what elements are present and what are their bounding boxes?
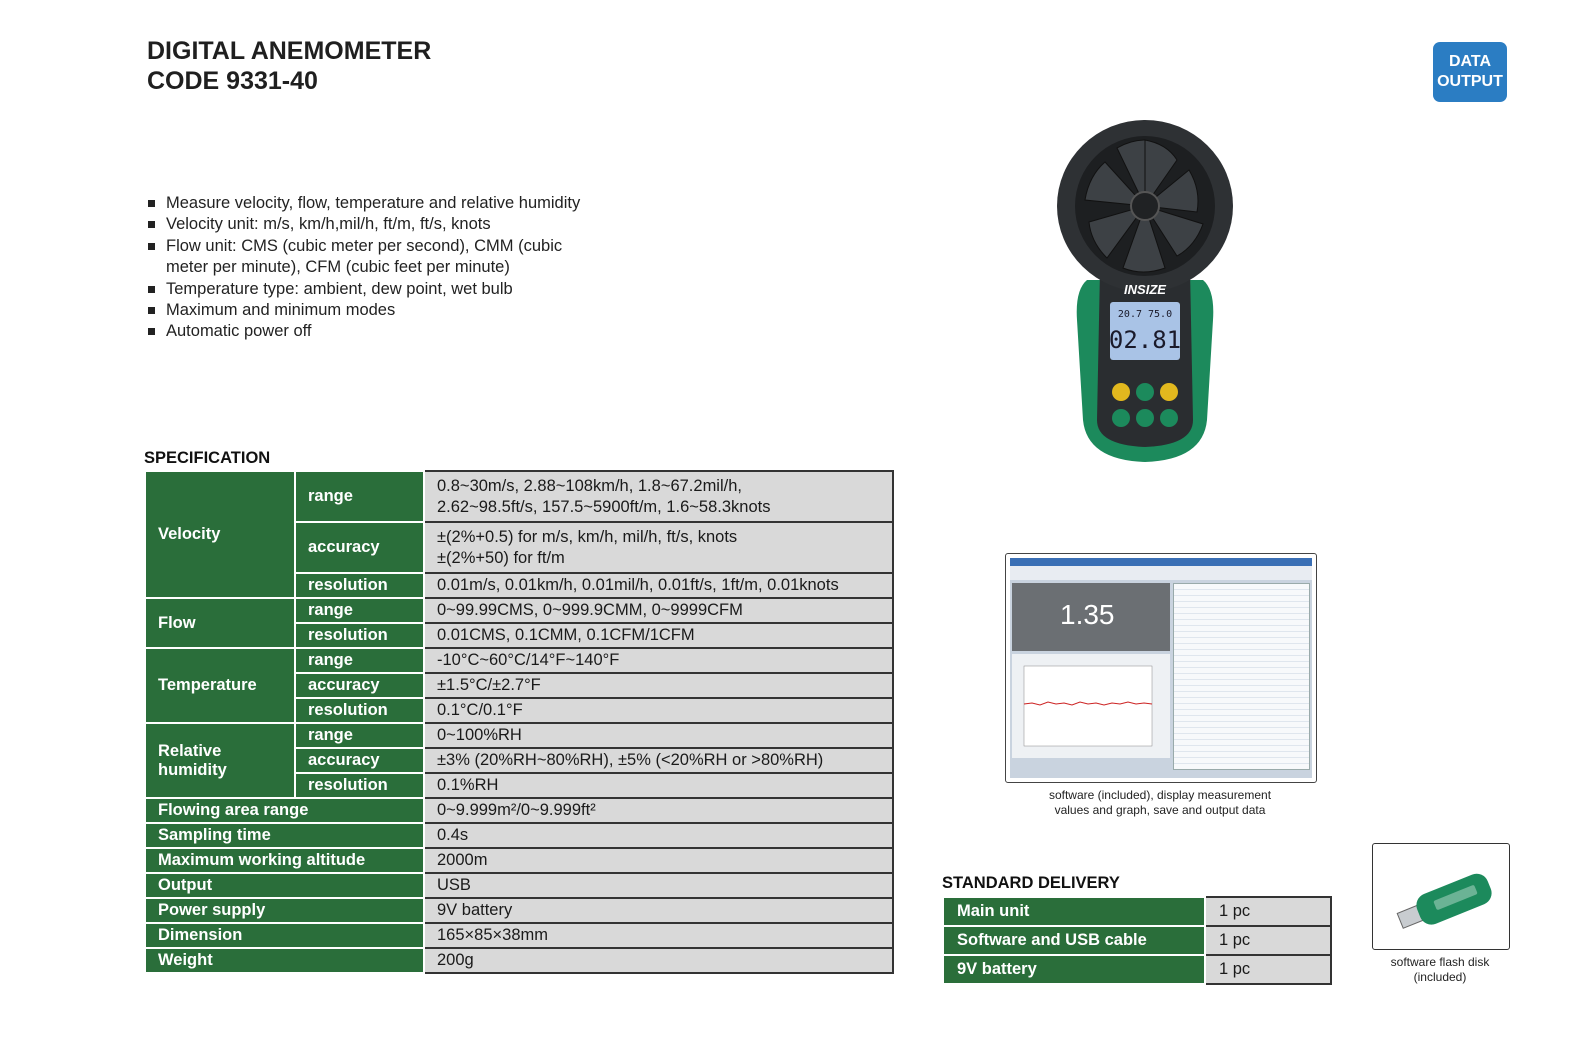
sampling-time-value: 0.4s [424,823,893,848]
usb-flash-drive-icon [1373,844,1509,949]
power-supply-label: Power supply [145,898,424,923]
humidity-accuracy-label: accuracy [295,748,424,773]
weight-label: Weight [145,948,424,973]
velocity-accuracy-line-2: ±(2%+50) for ft/m [437,548,565,567]
dimension-value: 165×85×38mm [424,923,893,948]
velocity-range-line-1: 0.8~30m/s, 2.88~108km/h, 1.8~67.2mil/h, [437,476,742,495]
delivery-table [942,896,1332,985]
temperature-resolution-label: resolution [295,698,424,723]
power-supply-value: 9V battery [424,898,893,923]
software-caption-line-2: values and graph, save and output data [1054,803,1266,817]
feature-item: Velocity unit: m/s, km/h,mil/h, ft/m, ft/s, knots [148,214,596,235]
delivery-item-label: 9V battery [943,955,1205,984]
temperature-resolution-value: 0.1°C/0.1°F [424,698,893,723]
flow-resolution-value: 0.01CMS, 0.1CMM, 0.1CFM/1CFM [424,623,893,648]
humidity-resolution-value: 0.1%RH [424,773,893,798]
humidity-accuracy-value: ±3% (20%RH~80%RH), ±5% (<20%RH or >80%RH) [424,748,893,773]
flash-disk-image [1372,843,1510,950]
flow-range-value: 0~99.99CMS, 0~999.9CMM, 0~9999CFM [424,598,893,623]
feature-item: Temperature type: ambient, dew point, wet bulb [148,279,596,300]
velocity-accuracy-line-1: ±(2%+0.5) for m/s, km/h, mil/h, ft/s, knots [437,527,738,546]
hold-button-icon [1160,383,1178,401]
func-button-icon [1136,383,1154,401]
software-screenshot [1005,553,1317,783]
power-button-icon [1112,383,1130,401]
altitude-value: 2000m [424,848,893,873]
flow-label: Flow [145,598,295,648]
velocity-resolution-value: 0.01m/s, 0.01km/h, 0.01mil/h, 0.01ft/s, 1ft/m, 0.01knots [424,573,893,598]
feature-item: Automatic power off [148,321,596,342]
feature-item: Flow unit: CMS (cubic meter per second), CMM (cubic meter per minute), CFM (cubic feet per minute) [148,236,596,279]
unit-button-icon [1136,409,1154,427]
flash-caption-line-1: software flash disk [1390,955,1490,969]
flowing-area-value: 0~9.999m²/0~9.999ft² [424,798,893,823]
reading-panel [1012,583,1170,651]
temperature-range-label: range [295,648,424,673]
temperature-accuracy-value: ±1.5°C/±2.7°F [424,673,893,698]
delivery-item-label: Main unit [943,897,1205,926]
humidity-range-label: range [295,723,424,748]
velocity-range-value [424,471,893,522]
device-brand: INSIZE [1124,282,1166,297]
feature-item: Maximum and minimum modes [148,300,596,321]
lcd-main-reading: 02.81 [1108,326,1182,354]
data-log-table [1173,583,1310,770]
dimension-label: Dimension [145,923,424,948]
temperature-range-value: -10°C~60°C/14°F~140°F [424,648,893,673]
flash-disk-caption [1372,955,1508,985]
temperature-label: Temperature [145,648,295,723]
light-button-icon [1160,409,1178,427]
output-label: Output [145,873,424,898]
flowing-area-label: Flowing area range [145,798,424,823]
humidity-label-line-2: humidity [158,760,227,779]
app-toolbar [1010,566,1312,580]
delivery-item-qty: 1 pc [1205,897,1331,926]
anemometer-device-image [1055,120,1235,465]
badge-line-2: OUTPUT [1437,73,1503,90]
humidity-range-value: 0~100%RH [424,723,893,748]
software-caption [1005,788,1315,818]
spec-table [144,470,894,974]
graph-panel [1012,654,1170,758]
flow-resolution-label: resolution [295,623,424,648]
humidity-label [145,723,295,798]
title-line-2: CODE 9331-40 [147,67,318,95]
weight-value: 200g [424,948,893,973]
delivery-item-qty: 1 pc [1205,955,1331,984]
humidity-label-line-1: Relative [158,741,222,760]
sampling-time-label: Sampling time [145,823,424,848]
software-caption-line-1: software (included), display measurement [1048,788,1272,802]
lcd-top-reading: 20.7 75.0 [1117,309,1173,320]
velocity-range-label: range [295,471,424,522]
max-min-button-icon [1112,409,1130,427]
delivery-heading: STANDARD DELIVERY [942,874,1120,892]
feature-item: Measure velocity, flow, temperature and relative humidity [148,193,596,214]
title-line-1: DIGITAL ANEMOMETER [147,37,432,65]
output-value: USB [424,873,893,898]
delivery-item-label: Software and USB cable [943,926,1205,955]
velocity-accuracy-value [424,522,893,573]
badge-line-1: DATA [1448,53,1492,70]
velocity-range-line-2: 2.62~98.5ft/s, 157.5~5900ft/m, 1.6~58.3knots [437,497,771,516]
data-output-badge [1433,42,1507,102]
velocity-resolution-label: resolution [295,573,424,598]
temperature-accuracy-label: accuracy [295,673,424,698]
humidity-resolution-label: resolution [295,773,424,798]
altitude-label: Maximum working altitude [145,848,424,873]
velocity-label: Velocity [145,471,295,598]
velocity-accuracy-label: accuracy [295,522,424,573]
spec-heading: SPECIFICATION [144,449,271,467]
software-reading: 1.35 [1060,599,1115,630]
feature-list [148,193,596,343]
app-titlebar [1010,558,1312,566]
flow-range-label: range [295,598,424,623]
product-title [147,36,431,96]
delivery-item-qty: 1 pc [1205,926,1331,955]
flash-caption-line-2: (included) [1413,970,1467,984]
graph-trace [1012,654,1170,758]
